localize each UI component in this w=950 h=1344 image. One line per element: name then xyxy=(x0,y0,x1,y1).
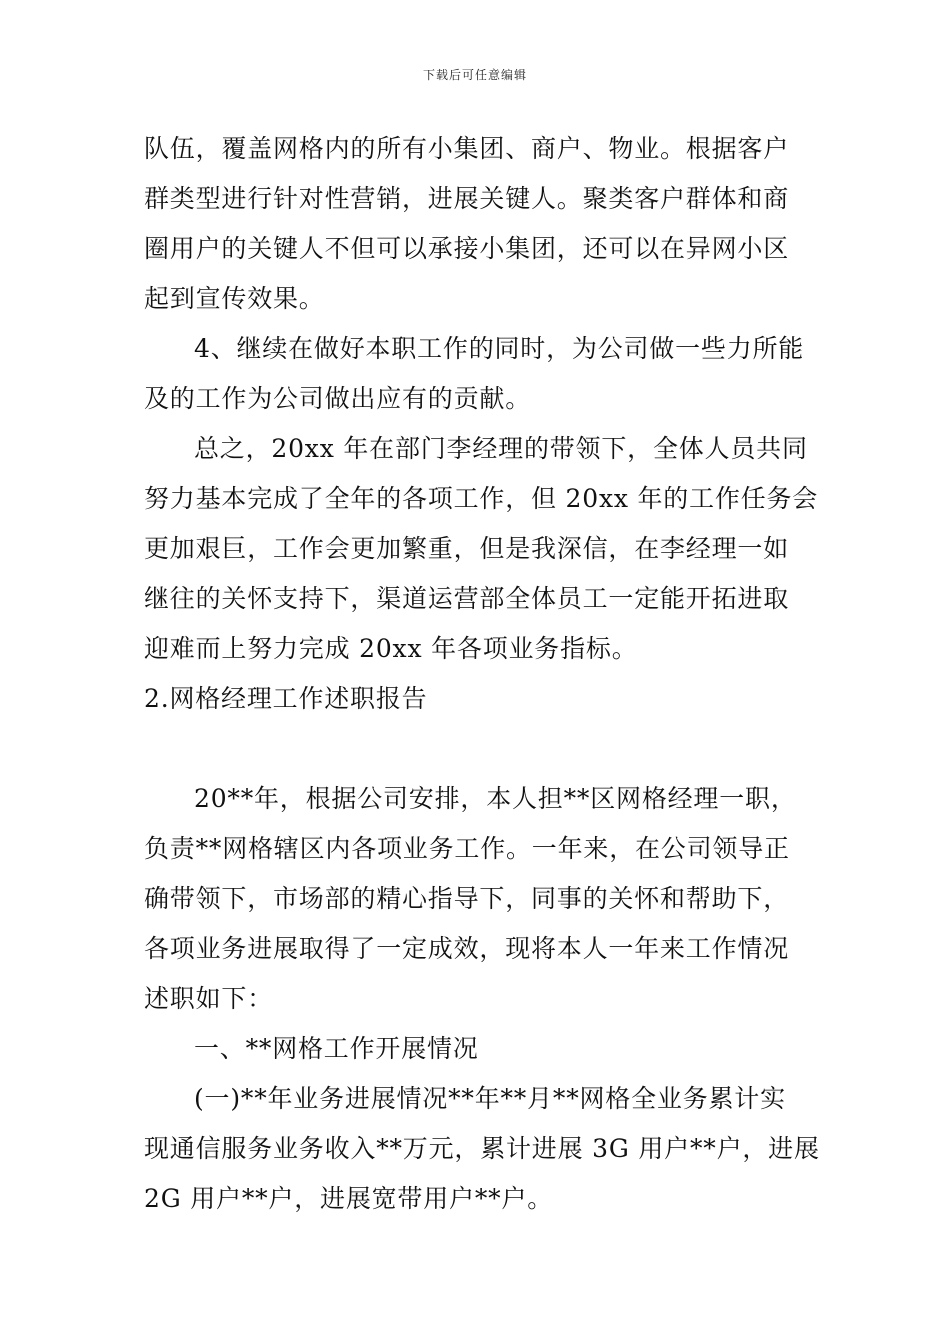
text-line: 各项业务进展取得了一定成效，现将本人一年来工作情况 xyxy=(144,934,790,963)
document-body xyxy=(144,124,820,1224)
text-line: 现通信服务业务收入**万元，累计进展 3G 用户**户，进展 xyxy=(144,1134,820,1163)
text-line: 及的工作为公司做出应有的贡献。 xyxy=(144,384,532,413)
text-line: 确带领下，市场部的精心指导下，同事的关怀和帮助下， xyxy=(144,884,790,913)
section-title: 2.网格经理工作述职报告 xyxy=(144,684,428,713)
page-header: 下载后可任意编辑 xyxy=(422,68,527,82)
text-line: 2G 用户**户，进展宽带用户**户。 xyxy=(144,1184,554,1213)
text-line: 述职如下： xyxy=(144,984,274,1013)
text-line: 队伍，覆盖网格内的所有小集团、商户、物业。根据客户 xyxy=(144,134,790,163)
text-line: 负责**网格辖区内各项业务工作。一年来，在公司领导正 xyxy=(144,834,790,863)
text-line: 圈用户的关键人不但可以承接小集团，还可以在异网小区 xyxy=(144,234,790,263)
text-line: 更加艰巨，工作会更加繁重，但是我深信，在李经理一如 xyxy=(144,534,790,563)
text-line: 4、继续在做好本职工作的同时，为公司做一些力所能 xyxy=(194,334,805,363)
subsection-heading: 一、**网格工作开展情况 xyxy=(194,1034,479,1063)
text-line: 迎难而上努力完成 20xx 年各项业务指标。 xyxy=(144,634,638,663)
text-line: (一)**年业务进展情况**年**月**网格全业务累计实 xyxy=(194,1084,786,1113)
blank-line xyxy=(144,724,806,774)
text-line: 群类型进行针对性营销，进展关键人。聚类客户群体和商 xyxy=(144,184,790,213)
text-line: 起到宣传效果。 xyxy=(144,284,325,313)
text-line: 总之，20xx 年在部门李经理的带领下，全体人员共同 xyxy=(194,434,808,463)
text-line: 继往的关怀支持下，渠道运营部全体员工一定能开拓进取 xyxy=(144,584,790,613)
text-line: 20**年，根据公司安排，本人担**区网格经理一职， xyxy=(194,784,797,813)
text-line: 努力基本完成了全年的各项工作，但 20xx 年的工作任务会 xyxy=(144,484,819,513)
